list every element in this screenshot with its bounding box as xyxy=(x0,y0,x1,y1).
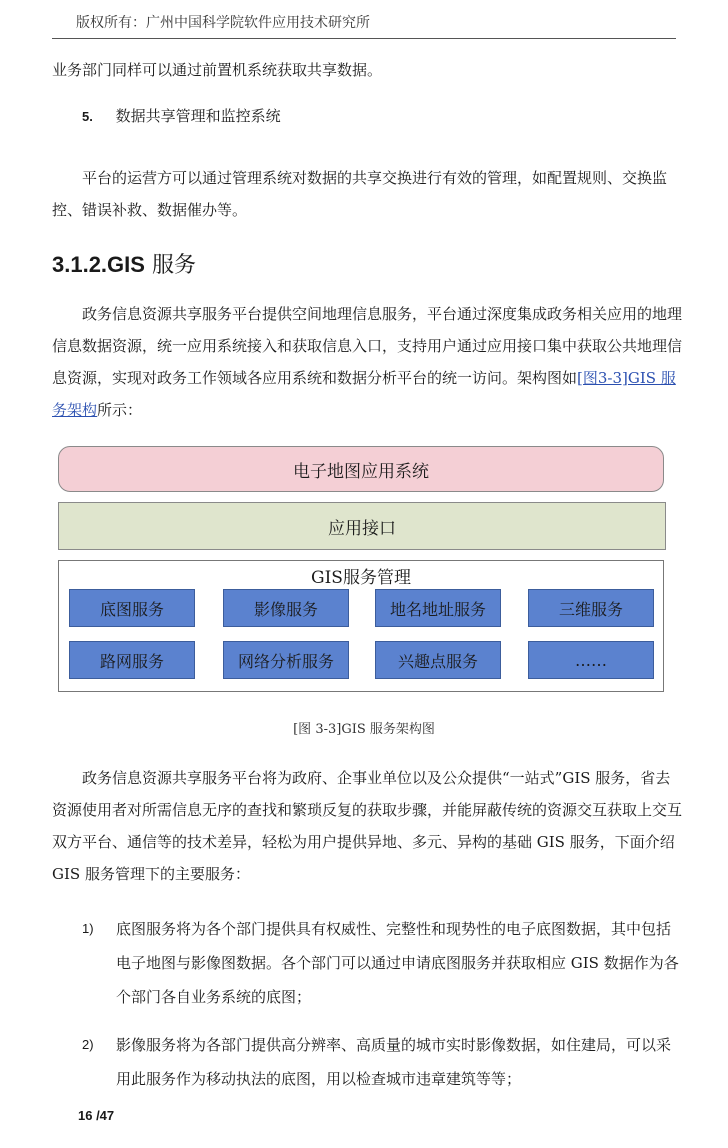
list-marker: 2) xyxy=(82,1037,94,1052)
gis-architecture-diagram xyxy=(58,446,666,692)
item-number: 5. xyxy=(82,109,93,124)
section-title: 服务 xyxy=(144,253,196,278)
gis-management-title: GIS服务管理 xyxy=(311,568,411,588)
paragraph-text: 政务信息资源共享服务平台提供空间地理信息服务，平台通过深度集成政务相关应用的地理信息数据资源，统一应用系统接入和获取信息入口，支持用户通过应用接口集中获取公共地理信息资源，实现对政务工作领域各应用系统和数据分析平台的统一访问。架构图如 xyxy=(52,305,683,387)
map-application-box: 电子地图应用系统 xyxy=(58,446,664,492)
paragraph-one-stop: 政务信息资源共享服务平台将为政府、企事业单位以及公众提供“一站式”GIS 服务，省去资源使用者对所需信息无序的查找和繁琐反复的获取步骤，并能屏蔽传统的资源交互获取上交互双方平台、通信等的技术差异，轻松为用户提供异地、多元、异构的基础 GIS 服务，下面介绍 GIS 服务管理下的主要服务： xyxy=(52,769,683,883)
list-text: 影像服务将为各部门提供高分辨率、高质量的城市实时影像数据，如住建局，可以采用此服务作为移动执法的底图，用以检查城市违章建筑等等； xyxy=(116,1036,672,1088)
paragraph-gis-intro xyxy=(52,298,684,426)
page-number: 16 /47 xyxy=(78,1108,115,1123)
item-text: 数据共享管理和监控系统 xyxy=(115,107,281,125)
list-marker: 1) xyxy=(82,921,94,936)
figure-link[interactable]: [图3-3]GIS 服务架构 xyxy=(52,369,676,419)
app-interface-box: 应用接口 xyxy=(58,502,666,550)
service-3d: 三维服务 xyxy=(528,589,654,627)
paragraph-front-end: 业务部门同样可以通过前置机系统获取共享数据。 xyxy=(52,61,383,79)
page-header: 版权所有：广州中国科学院软件应用技术研究所 xyxy=(76,15,370,31)
paragraph-suffix: 所示： xyxy=(97,401,143,419)
service-imagery: 影像服务 xyxy=(223,589,349,627)
service-poi: 兴趣点服务 xyxy=(375,641,501,679)
service-more: …… xyxy=(528,641,654,679)
service-road-network: 路网服务 xyxy=(69,641,195,679)
list-text: 底图服务将为各个部门提供具有权威性、完整性和现势性的电子底图数据，其中包括电子地图与影像图数据。各个部门可以通过申请底图服务并获取相应 GIS 数据作为各个部门各自业务系统的底图； xyxy=(116,920,679,1006)
numbered-item-5 xyxy=(52,100,684,133)
gis-management-box xyxy=(58,560,664,692)
section-heading xyxy=(52,248,196,279)
service-basemap: 底图服务 xyxy=(69,589,195,627)
service-geocoding: 地名地址服务 xyxy=(375,589,501,627)
list-item-imagery xyxy=(52,1028,684,1096)
figure-caption: [图 3-3]GIS 服务架构图 xyxy=(293,722,435,737)
header-rule xyxy=(52,38,676,39)
section-number: 3.1.2.GIS xyxy=(52,252,145,277)
paragraph-operation: 平台的运营方可以通过管理系统对数据的共享交换进行有效的管理，如配置规则、交换监控、错误补救、数据催办等。 xyxy=(52,169,668,219)
service-network-analysis: 网络分析服务 xyxy=(223,641,349,679)
list-item-basemap xyxy=(52,912,684,1014)
